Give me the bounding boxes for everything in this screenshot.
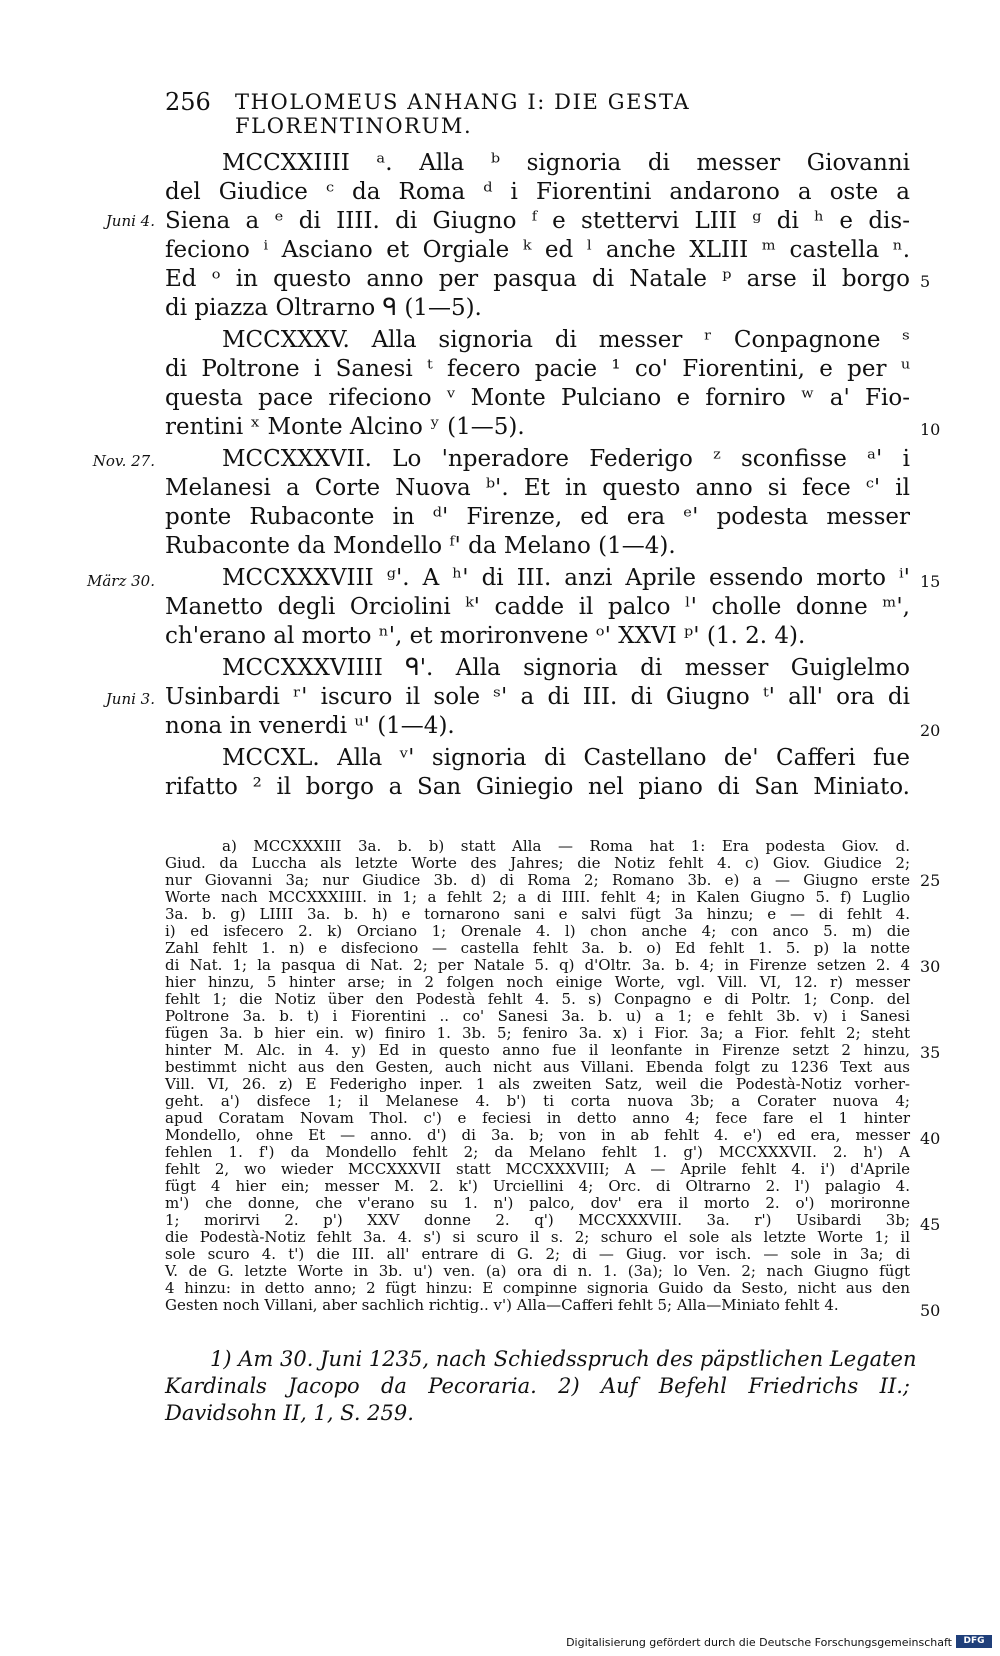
text-line: MCCXXXVII. Lo 'nperadore Federigo ᶻ sconfisse ᵃ' i [222,446,910,472]
text-line: MCCXXXV. Alla signoria di messer ʳ Conpagnone ˢ [222,327,910,353]
line-number: 35 [920,1043,941,1062]
line-number: 40 [920,1129,941,1148]
apparatus-line: die Podestà-Notiz fehlt 3a. 4. s') si scuro il s. 2; schuro el sole als letzte Worte 1; il [165,1228,910,1246]
text-line: MCCXL. Alla ᵛ' signoria di Castellano de' Cafferi fue [222,745,910,771]
apparatus-line: fügt 4 hier ein; messer M. 2. k') Urciellini 4; Orc. di Oltrarno 2. l') palagio 4. [165,1177,910,1195]
text-line: Rubaconte da Mondello ᶠ' da Melano (1—4). [165,533,676,559]
line-number: 20 [920,721,941,740]
text-line: MCCXXIIII ᵃ. Alla ᵇ signoria di messer Giovanni [222,150,910,176]
page-header [165,88,910,138]
apparatus-line: hinter M. Alc. in 4. y) Ed in questo anno fue il leonfante in Firenze setzt 2 hinzu, [165,1041,910,1059]
line-number: 50 [920,1301,941,1320]
text-line: nona in venerdi ᵘ' (1—4). [165,713,455,739]
apparatus-line: fehlen 1. f') da Mondello fehlt 2; da Melano fehlt 1. g') MCCXXXVII. 2. h') A [165,1143,910,1161]
apparatus-line: apud Coratam Novam Thol. c') e feciesi in detto anno 4; fece fare el 1 hinter [165,1109,910,1127]
text-line: MCCXXXVIII ᵍ'. A ʰ' di III. anzi Aprile essendo morto ⁱ' [222,565,910,591]
apparatus-line: Gesten noch Villani, aber sachlich richtig.. v') Alla—Cafferi fehlt 5; Alla—Miniato fehlt 4. [165,1296,839,1314]
text-line: Melanesi a Corte Nuova ᵇ'. Et in questo anno si fece ᶜ' il [165,475,910,501]
margin-date: März 30. [87,572,155,590]
apparatus-line: a) MCCXXXIII 3a. b. b) statt Alla — Roma hat 1: Era podesta Giov. d. [222,837,910,855]
line-number: 30 [920,957,941,976]
apparatus-line: fügen 3a. b hier ein. w) finiro 1. 3b. 5; feniro 3a. x) i Fior. 3a; a Fior. fehlt 2; steht [165,1024,910,1042]
digitization-credit: Digitalisierung gefördert durch die Deutsche Forschungsgemeinschaft [566,1636,952,1649]
text-line: Siena a ᵉ di IIII. di Giugno ᶠ e stettervi LIII ᵍ di ʰ e dis- [165,208,910,234]
line-number: 5 [920,272,931,291]
apparatus-line: di Nat. 1; la pasqua di Nat. 2; per Natale 5. q) d'Oltr. 3a. b. 4; in Firenze setzen 2. 4 [165,956,910,974]
apparatus-line: 1; morirvi 2. p') XXV donne 2. q') MCCXXXVIII. 3a. r') Usibardi 3b; [165,1211,910,1229]
text-line: rifatto ² il borgo a San Giniegio nel piano di San Miniato. [165,774,910,800]
line-number: 25 [920,871,941,890]
text-line: Usinbardi ʳ' iscuro il sole ˢ' a di III. di Giugno ᵗ' all' ora di [165,684,910,710]
apparatus-line: bestimmt nicht aus den Gesten, auch nicht aus Villani. Ebenda folgt zu 1236 Text aus [165,1058,910,1076]
note-line: 1) Am 30. Juni 1235, nach Schiedsspruch des päpstlichen Legaten [210,1347,917,1371]
apparatus-line: fehlt 2, wo wieder MCCXXXVII statt MCCXXXVIII; A — Aprile fehlt 4. i') d'Aprile [165,1160,910,1178]
apparatus-line: hier hinzu, 5 hinter arse; in 2 folgen noch einige Worte, vgl. Vill. VI, 12. r) messer [165,973,910,991]
note-line: Kardinals Jacopo da Pecoraria. 2) Auf Befehl Friedrichs II.; [165,1374,910,1398]
apparatus-line: 4 hinzu: in detto anno; 2 fügt hinzu: E compinne signoria Guido da Sesto, nicht aus den [165,1279,910,1297]
apparatus-line: sole scuro 4. t') die III. all' entrare di G. 2; di — Giug. vor isch. — sole in 3a; di [165,1245,910,1263]
apparatus-line: i) ed isfecero 2. k) Orciano 1; Orenale 4. l) chon anche 4; con anco 5. m) die [165,922,910,940]
apparatus-line: fehlt 1; die Notiz über den Podestà fehlt 4. 5. s) Conpagno e di Poltr. 1; Conp. del [165,990,910,1008]
apparatus-line: m') che donne, che v'erano su 1. n') palco, dov' era il morto 2. o') morironne [165,1194,910,1212]
note-line: Davidsohn II, 1, S. 259. [165,1401,414,1425]
text-line: Ed ᵒ in questo anno per pasqua di Natale ᵖ arse il borgo [165,266,910,292]
text-line: feciono ⁱ Asciano et Orgiale ᵏ ed ˡ anche XLIII ᵐ castella ⁿ. [165,237,910,263]
apparatus-line: nur Giovanni 3a; nur Giudice 3b. d) di Roma 2; Romano 3b. e) a — Giugno erste [165,871,910,889]
apparatus-line: Mondello, ohne Et — anno. d') di 3a. b; von in ab fehlt 4. e') ed era, messer [165,1126,910,1144]
apparatus-line: Giud. da Luccha als letzte Worte des Jahres; die Notiz fehlt 4. c) Giov. Giudice 2; [165,854,910,872]
text-line: di piazza Oltrarno ᑫ (1—5). [165,295,482,321]
running-title: THOLOMEUS ANHANG I: DIE GESTA FLORENTINORUM. [235,90,691,138]
text-line: di Poltrone i Sanesi ᵗ fecero pacie ¹ co' Fiorentini, e per ᵘ [165,356,910,382]
margin-date: Nov. 27. [92,452,155,470]
page-number: 256 [165,88,211,116]
text-line: questa pace rifeciono ᵛ Monte Pulciano e forniro ʷ a' Fio- [165,385,910,411]
text-line: Manetto degli Orciolini ᵏ' cadde il palco ˡ' cholle donne ᵐ', [165,594,910,620]
text-line: MCCXXXVIIII ᑫ'. Alla signoria di messer Guiglelmo [222,655,910,681]
apparatus-line: V. de G. letzte Worte in 3b. u') ven. (a) ora di n. 1. (3a); lo Ven. 2; nach Giugno fügt [165,1262,910,1280]
line-number: 45 [920,1215,941,1234]
apparatus-line: 3a. b. g) LIIII 3a. b. h) e tornarono sani e salvi fügt 3a hinzu; e — di fehlt 4. [165,905,910,923]
dfg-logo: DFG [956,1635,992,1648]
apparatus-line: Worte nach MCCXXXIIII. in 1; a fehlt 2; a di IIII. fehlt 4; in Kalen Giugno 5. f) Luglio [165,888,910,906]
text-line: ponte Rubaconte in ᵈ' Firenze, ed era ᵉ' podesta messer [165,504,910,530]
margin-date: Juni 4. [105,212,155,230]
apparatus-line: Vill. VI, 26. z) E Federigho inper. 1 als zweiten Satz, weil die Podestà-Notiz vorher- [165,1075,910,1093]
margin-date: Juni 3. [105,690,155,708]
text-line: del Giudice ᶜ da Roma ᵈ i Fiorentini andarono a oste a [165,179,910,205]
apparatus-line: Zahl fehlt 1. n) e disfeciono — castella fehlt 3a. b. o) Ed fehlt 1. 5. p) la notte [165,939,910,957]
line-number: 10 [920,420,941,439]
line-number: 15 [920,572,941,591]
text-line: rentini ˣ Monte Alcino ʸ (1—5). [165,414,525,440]
apparatus-line: Poltrone 3a. b. t) i Fiorentini .. co' Sanesi 3a. b. u) a 1; e fehlt 3b. v) i Sanesi [165,1007,910,1025]
text-line: ch'erano al morto ⁿ', et morironvene ᵒ' XXVI ᵖ' (1. 2. 4). [165,623,806,649]
apparatus-line: geht. a') disfece 1; il Melanese 4. b') ti corta nuova 3b; a Corater nuova 4; [165,1092,910,1110]
